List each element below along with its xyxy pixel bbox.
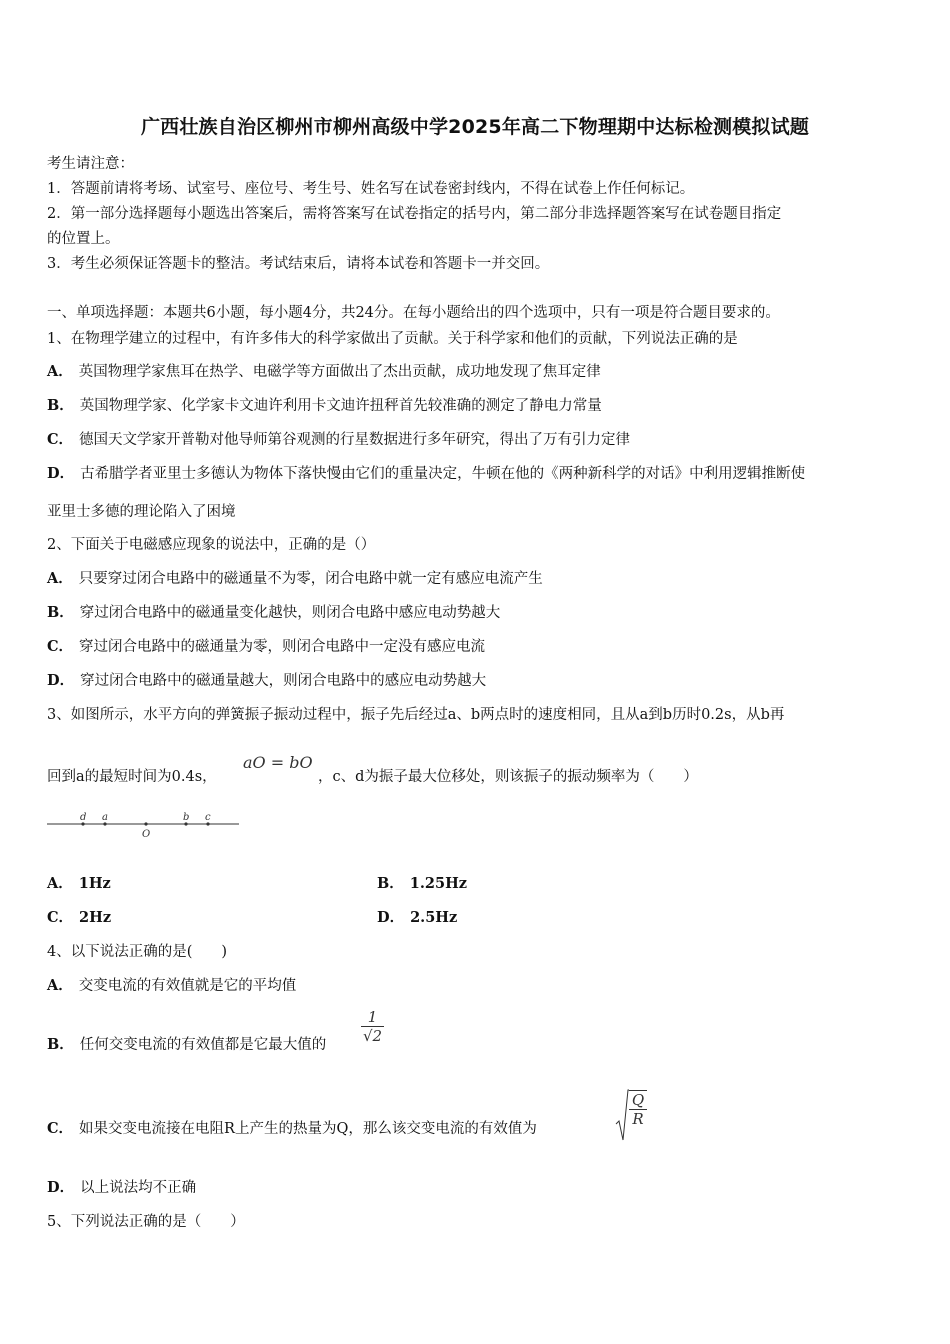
option-text: 如果交变电流接在电阻R上产生的热量为Q，那么该交变电流的有效值为 xyxy=(79,1121,537,1137)
q3-option-c xyxy=(47,906,111,927)
fraction-denominator: R xyxy=(629,1109,647,1128)
label-b: b xyxy=(183,812,190,823)
point-o xyxy=(144,822,147,825)
q4-option-c xyxy=(47,1117,537,1138)
option-text: 2.5Hz xyxy=(410,909,458,926)
option-text: 英国物理学家焦耳在热学、电磁学等方面做出了杰出贡献，成功地发现了焦耳定律 xyxy=(78,364,601,380)
q3-equation xyxy=(243,753,313,772)
option-label: A． xyxy=(47,875,73,892)
fraction-numerator: Q xyxy=(631,1091,645,1109)
equation-text: aO = bO xyxy=(243,753,313,772)
option-text: 穿过闭合电路中的磁通量越大，则闭合电路中的感应电动势越大 xyxy=(80,673,487,689)
q2-option-b xyxy=(47,601,500,622)
sqrt-sign xyxy=(615,1088,629,1142)
q2-stem: 2、下面关于电磁感应现象的说法中，正确的是（） xyxy=(47,537,376,553)
option-text: 古希腊学者亚里士多德认为物体下落快慢由它们的重量决定，牛顿在他的《两种新科学的对话》中利用逻辑推断使 xyxy=(80,466,806,482)
notice-item-2: 2．第一部分选择题每小题选出答案后，需将答案写在试卷指定的括号内，第二部分非选择题答案写在试卷题目指定 xyxy=(47,206,782,222)
q3-option-d xyxy=(377,906,457,927)
option-label: D． xyxy=(377,909,405,926)
q2-option-c xyxy=(47,635,485,656)
q3-option-b xyxy=(377,872,467,893)
option-text: 2Hz xyxy=(79,909,112,926)
q1-option-c xyxy=(47,428,630,449)
q4-option-a xyxy=(47,974,296,995)
q1-option-a xyxy=(47,360,601,381)
q1-option-d xyxy=(47,462,805,483)
option-text: 任何交变电流的有效值都是它最大值的 xyxy=(79,1037,327,1053)
q1-stem: 1、在物理学建立的过程中，有许多伟大的科学家做出了贡献。关于科学家和他们的贡献，下列说法正确的是 xyxy=(47,331,738,347)
option-text: 1.25Hz xyxy=(409,875,468,892)
option-label: C． xyxy=(47,1120,74,1137)
q3-stem-line1: 3、如图所示，水平方向的弹簧振子振动过程中，振子先后经过a、b两点时的速度相同，且从a到b历时0.2s，从b再 xyxy=(47,707,785,723)
option-label: C． xyxy=(47,638,74,655)
page-title: 广西壮族自治区柳州市柳州高级中学2025年高二下物理期中达标检测模拟试题 xyxy=(140,116,810,138)
q3-stem-line2-after: ，c、d为振子最大位移处，则该振子的振动频率为（ ） xyxy=(318,769,698,785)
option-text: 穿过闭合电路中的磁通量为零，则闭合电路中一定没有感应电流 xyxy=(79,639,486,655)
fraction xyxy=(629,1091,647,1128)
notice-item-1: 1．答题前请将考场、试室号、座位号、考生号、姓名写在试卷密封线内，不得在试卷上作任何标记。 xyxy=(47,181,695,197)
option-text: 1Hz xyxy=(78,875,111,892)
option-label: D． xyxy=(47,1179,75,1196)
option-label: B． xyxy=(47,604,74,621)
fraction-numerator: 1 xyxy=(367,1008,378,1026)
option-label: B． xyxy=(47,397,74,414)
option-label: D． xyxy=(47,672,75,689)
notice-item-3: 3．考生必须保证答题卡的整洁。考试结束后，请将本试卷和答题卡一并交回。 xyxy=(47,256,550,272)
option-label: B． xyxy=(47,1036,74,1053)
label-a: a xyxy=(102,812,108,823)
option-text: 只要穿过闭合电路中的磁通量不为零，闭合电路中就一定有感应电流产生 xyxy=(78,571,543,587)
option-label: D． xyxy=(47,465,75,482)
label-c: c xyxy=(205,812,211,823)
q1-option-b xyxy=(47,394,602,415)
option-label: B． xyxy=(377,875,404,892)
q1-option-d-cont: 亚里士多德的理论陷入了困境 xyxy=(47,504,236,520)
label-d: d xyxy=(80,812,87,823)
q4-option-d xyxy=(47,1176,196,1197)
q2-option-a xyxy=(47,567,543,588)
q3-option-a xyxy=(47,872,111,893)
option-label: C． xyxy=(47,909,74,926)
q4-stem: 4、以下说法正确的是( ) xyxy=(47,944,228,960)
option-text: 交变电流的有效值就是它的平均值 xyxy=(78,978,297,994)
q3-spring-oscillator-figure xyxy=(47,808,242,844)
option-label: A． xyxy=(47,570,73,587)
q4-option-b xyxy=(47,1033,326,1054)
option-label: C． xyxy=(47,431,74,448)
option-text: 穿过闭合电路中的磁通量变化越快，则闭合电路中感应电动势越大 xyxy=(79,605,501,621)
q5-stem: 5、下列说法正确的是（ ） xyxy=(47,1214,245,1230)
notice-item-2-cont: 的位置上。 xyxy=(47,231,120,247)
option-text: 以上说法均不正确 xyxy=(80,1180,197,1196)
notice-heading: 考生请注意： xyxy=(47,156,134,172)
q3-stem-line2-before: 回到a的最短时间为0.4s， xyxy=(47,769,217,785)
option-text: 德国天文学家开普勒对他导师第谷观测的行星数据进行多年研究，得出了万有引力定律 xyxy=(79,432,631,448)
q4-b-fraction xyxy=(361,1008,384,1045)
label-o: O xyxy=(142,829,151,840)
option-label: A． xyxy=(47,977,73,994)
option-label: A． xyxy=(47,363,73,380)
fraction xyxy=(361,1008,384,1045)
fraction-denominator: √2 xyxy=(363,1027,383,1045)
q2-option-d xyxy=(47,669,486,690)
section-heading: 一、单项选择题：本题共6小题，每小题4分，共24分。在每小题给出的四个选项中，只有一项是符合题目要求的。 xyxy=(47,305,780,321)
option-text: 英国物理学家、化学家卡文迪许利用卡文迪许扭秤首先较准确的测定了静电力常量 xyxy=(79,398,602,414)
